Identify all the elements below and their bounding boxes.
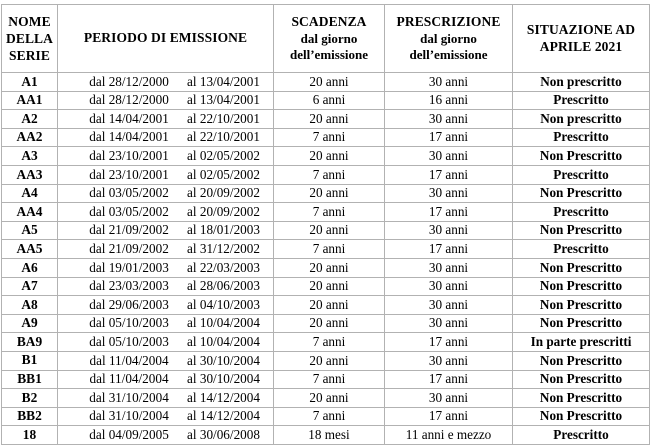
table-row	[2, 407, 650, 426]
cell-nome-serie: AA3	[2, 165, 58, 184]
cell-scadenza: 20 anni	[274, 314, 385, 333]
cell-nome-serie: A5	[2, 221, 58, 240]
column-header-prescrizione-label: PRESCRIZIONE	[396, 14, 501, 30]
cell-nome-serie: 18	[2, 426, 58, 445]
column-header-scadenza-sub1: dal giorno	[300, 30, 358, 46]
table-header	[2, 5, 650, 73]
cell-prescrizione: 17 anni	[385, 128, 513, 147]
cell-situazione: Non prescritto	[513, 110, 650, 129]
cell-prescrizione: 30 anni	[385, 277, 513, 296]
cell-periodo-emissione	[58, 110, 274, 129]
periodo-data-inizio: dal 03/05/2002	[89, 203, 169, 219]
column-header-situazione-line2: APRILE 2021	[539, 38, 623, 54]
cell-prescrizione: 30 anni	[385, 389, 513, 408]
periodo-data-fine: al 10/04/2004	[187, 315, 260, 331]
table-row	[2, 73, 650, 92]
cell-scadenza: 20 anni	[274, 277, 385, 296]
cell-situazione: Non Prescritto	[513, 296, 650, 315]
cell-situazione: Non Prescritto	[513, 314, 650, 333]
cell-nome-serie: A8	[2, 296, 58, 315]
cell-prescrizione: 30 anni	[385, 110, 513, 129]
periodo-data-fine: al 30/06/2008	[187, 426, 260, 442]
periodo-data-inizio: dal 11/04/2004	[89, 371, 169, 387]
cell-nome-serie: AA1	[2, 91, 58, 110]
periodo-data-inizio: dal 11/04/2004	[89, 352, 169, 368]
cell-scadenza: 7 anni	[274, 203, 385, 222]
cell-prescrizione: 30 anni	[385, 296, 513, 315]
cell-situazione: Non prescritto	[513, 73, 650, 92]
cell-nome-serie: AA5	[2, 240, 58, 259]
column-header-scadenza	[274, 5, 385, 73]
cell-prescrizione: 17 anni	[385, 370, 513, 389]
table-row	[2, 91, 650, 110]
table-row	[2, 165, 650, 184]
cell-scadenza: 20 anni	[274, 351, 385, 370]
cell-nome-serie: A4	[2, 184, 58, 203]
table-row	[2, 314, 650, 333]
cell-prescrizione: 30 anni	[385, 351, 513, 370]
cell-scadenza: 7 anni	[274, 165, 385, 184]
cell-situazione: Prescritto	[513, 91, 650, 110]
table-row	[2, 184, 650, 203]
cell-periodo-emissione	[58, 389, 274, 408]
table-row	[2, 221, 650, 240]
cell-nome-serie: A9	[2, 314, 58, 333]
column-header-situazione	[513, 5, 650, 73]
periodo-data-inizio: dal 21/09/2002	[89, 222, 169, 238]
table-header-row	[2, 5, 650, 73]
cell-periodo-emissione	[58, 240, 274, 259]
cell-periodo-emissione	[58, 333, 274, 352]
periodo-data-fine: al 10/04/2004	[187, 333, 260, 349]
cell-nome-serie: A3	[2, 147, 58, 166]
column-header-scadenza-label: SCADENZA	[291, 14, 367, 30]
cell-nome-serie: A1	[2, 73, 58, 92]
table-row	[2, 203, 650, 222]
cell-prescrizione: 30 anni	[385, 184, 513, 203]
cell-situazione: Non Prescritto	[513, 389, 650, 408]
cell-prescrizione: 11 anni e mezzo	[385, 426, 513, 445]
cell-prescrizione: 30 anni	[385, 314, 513, 333]
cell-nome-serie: BA9	[2, 333, 58, 352]
periodo-data-fine: al 14/12/2004	[187, 408, 260, 424]
periodo-data-fine: al 02/05/2002	[187, 166, 260, 182]
cell-periodo-emissione	[58, 73, 274, 92]
cell-prescrizione: 17 anni	[385, 407, 513, 426]
cell-situazione: Prescritto	[513, 240, 650, 259]
periodo-data-inizio: dal 28/12/2000	[89, 73, 169, 89]
cell-situazione: Non Prescritto	[513, 184, 650, 203]
cell-scadenza: 20 anni	[274, 296, 385, 315]
cell-periodo-emissione	[58, 277, 274, 296]
cell-periodo-emissione	[58, 221, 274, 240]
periodo-data-inizio: dal 31/10/2004	[89, 408, 169, 424]
column-header-prescrizione-sub2: dell’emissione	[409, 46, 488, 62]
periodo-data-inizio: dal 23/10/2001	[89, 148, 169, 164]
periodo-data-inizio: dal 19/01/2003	[89, 259, 169, 275]
cell-situazione: Non Prescritto	[513, 147, 650, 166]
cell-nome-serie: B2	[2, 389, 58, 408]
cell-prescrizione: 17 anni	[385, 203, 513, 222]
cell-scadenza: 20 anni	[274, 221, 385, 240]
cell-periodo-emissione	[58, 314, 274, 333]
table-row	[2, 258, 650, 277]
cell-nome-serie: A7	[2, 277, 58, 296]
periodo-data-fine: al 04/10/2003	[187, 296, 260, 312]
periodo-data-fine: al 30/10/2004	[187, 352, 260, 368]
periodo-data-inizio: dal 03/05/2002	[89, 185, 169, 201]
table-row	[2, 351, 650, 370]
cell-scadenza: 7 anni	[274, 370, 385, 389]
cell-situazione: Non Prescritto	[513, 277, 650, 296]
cell-situazione: Non Prescritto	[513, 351, 650, 370]
periodo-data-fine: al 30/10/2004	[187, 371, 260, 387]
periodo-data-fine: al 22/10/2001	[187, 110, 260, 126]
periodo-data-fine: al 13/04/2001	[187, 92, 260, 108]
column-header-prescrizione-sub1: dal giorno	[420, 30, 477, 46]
cell-scadenza: 7 anni	[274, 128, 385, 147]
cell-situazione: Non Prescritto	[513, 370, 650, 389]
buoni-fruttiferi-series-table	[1, 4, 650, 445]
table-row	[2, 389, 650, 408]
cell-prescrizione: 30 anni	[385, 258, 513, 277]
table-row	[2, 296, 650, 315]
periodo-data-inizio: dal 05/10/2003	[89, 333, 169, 349]
table-row	[2, 370, 650, 389]
table-row	[2, 110, 650, 129]
periodo-data-inizio: dal 05/10/2003	[89, 315, 169, 331]
periodo-data-fine: al 20/09/2002	[187, 203, 260, 219]
cell-situazione: Prescritto	[513, 128, 650, 147]
table-row	[2, 277, 650, 296]
cell-situazione: Non Prescritto	[513, 407, 650, 426]
cell-scadenza: 20 anni	[274, 110, 385, 129]
column-header-situazione-line1: SITUAZIONE AD	[526, 22, 636, 38]
cell-situazione: Non Prescritto	[513, 221, 650, 240]
cell-scadenza: 6 anni	[274, 91, 385, 110]
cell-periodo-emissione	[58, 203, 274, 222]
cell-scadenza: 20 anni	[274, 258, 385, 277]
table-row	[2, 147, 650, 166]
periodo-data-fine: al 18/01/2003	[187, 222, 260, 238]
cell-situazione: Non Prescritto	[513, 258, 650, 277]
cell-prescrizione: 30 anni	[385, 147, 513, 166]
column-header-prescrizione	[385, 5, 513, 73]
cell-situazione: Prescritto	[513, 426, 650, 445]
cell-periodo-emissione	[58, 258, 274, 277]
cell-scadenza: 7 anni	[274, 407, 385, 426]
cell-scadenza: 7 anni	[274, 333, 385, 352]
cell-scadenza: 20 anni	[274, 73, 385, 92]
column-header-periodo-label: PERIODO DI EMISSIONE	[83, 30, 248, 46]
periodo-data-fine: al 14/12/2004	[187, 389, 260, 405]
periodo-data-fine: al 28/06/2003	[187, 278, 260, 294]
periodo-data-fine: al 20/09/2002	[187, 185, 260, 201]
column-header-nome-della-serie	[2, 5, 58, 73]
table-row	[2, 128, 650, 147]
cell-periodo-emissione	[58, 165, 274, 184]
cell-nome-serie: A6	[2, 258, 58, 277]
column-header-scadenza-sub2: dell’emissione	[290, 46, 368, 62]
periodo-data-inizio: dal 23/10/2001	[89, 166, 169, 182]
cell-periodo-emissione	[58, 184, 274, 203]
cell-prescrizione: 17 anni	[385, 240, 513, 259]
table-body	[2, 73, 650, 445]
cell-scadenza: 20 anni	[274, 389, 385, 408]
cell-situazione: Prescritto	[513, 203, 650, 222]
cell-scadenza: 20 anni	[274, 184, 385, 203]
column-header-nome-line2: DELLA	[5, 30, 53, 46]
cell-nome-serie: AA4	[2, 203, 58, 222]
table-row	[2, 333, 650, 352]
periodo-data-fine: al 13/04/2001	[187, 73, 260, 89]
cell-periodo-emissione	[58, 91, 274, 110]
cell-scadenza: 18 mesi	[274, 426, 385, 445]
cell-prescrizione: 17 anni	[385, 333, 513, 352]
cell-situazione: In parte prescritti	[513, 333, 650, 352]
column-header-nome-line3: SERIE	[8, 48, 51, 64]
periodo-data-inizio: dal 28/12/2000	[89, 92, 169, 108]
periodo-data-fine: al 22/10/2001	[187, 129, 260, 145]
cell-nome-serie: B1	[2, 351, 58, 370]
cell-periodo-emissione	[58, 407, 274, 426]
cell-situazione: Prescritto	[513, 165, 650, 184]
cell-prescrizione: 16 anni	[385, 91, 513, 110]
table-row	[2, 240, 650, 259]
periodo-data-fine: al 02/05/2002	[187, 148, 260, 164]
cell-nome-serie: A2	[2, 110, 58, 129]
periodo-data-fine: al 31/12/2002	[187, 241, 260, 257]
cell-periodo-emissione	[58, 296, 274, 315]
cell-nome-serie: AA2	[2, 128, 58, 147]
cell-prescrizione: 30 anni	[385, 73, 513, 92]
periodo-data-inizio: dal 14/04/2001	[89, 110, 169, 126]
periodo-data-fine: al 22/03/2003	[187, 259, 260, 275]
periodo-data-inizio: dal 14/04/2001	[89, 129, 169, 145]
cell-nome-serie: BB1	[2, 370, 58, 389]
column-header-nome-line1: NOME	[8, 13, 51, 29]
cell-periodo-emissione	[58, 147, 274, 166]
table-row	[2, 426, 650, 445]
cell-nome-serie: BB2	[2, 407, 58, 426]
column-header-periodo-di-emissione	[58, 5, 274, 73]
cell-scadenza: 20 anni	[274, 147, 385, 166]
periodo-data-inizio: dal 29/06/2003	[89, 296, 169, 312]
cell-prescrizione: 30 anni	[385, 221, 513, 240]
cell-prescrizione: 17 anni	[385, 165, 513, 184]
periodo-data-inizio: dal 31/10/2004	[89, 389, 169, 405]
cell-scadenza: 7 anni	[274, 240, 385, 259]
periodo-data-inizio: dal 21/09/2002	[89, 241, 169, 257]
cell-periodo-emissione	[58, 351, 274, 370]
periodo-data-inizio: dal 23/03/2003	[89, 278, 169, 294]
cell-periodo-emissione	[58, 128, 274, 147]
cell-periodo-emissione	[58, 426, 274, 445]
cell-periodo-emissione	[58, 370, 274, 389]
periodo-data-inizio: dal 04/09/2005	[89, 426, 169, 442]
